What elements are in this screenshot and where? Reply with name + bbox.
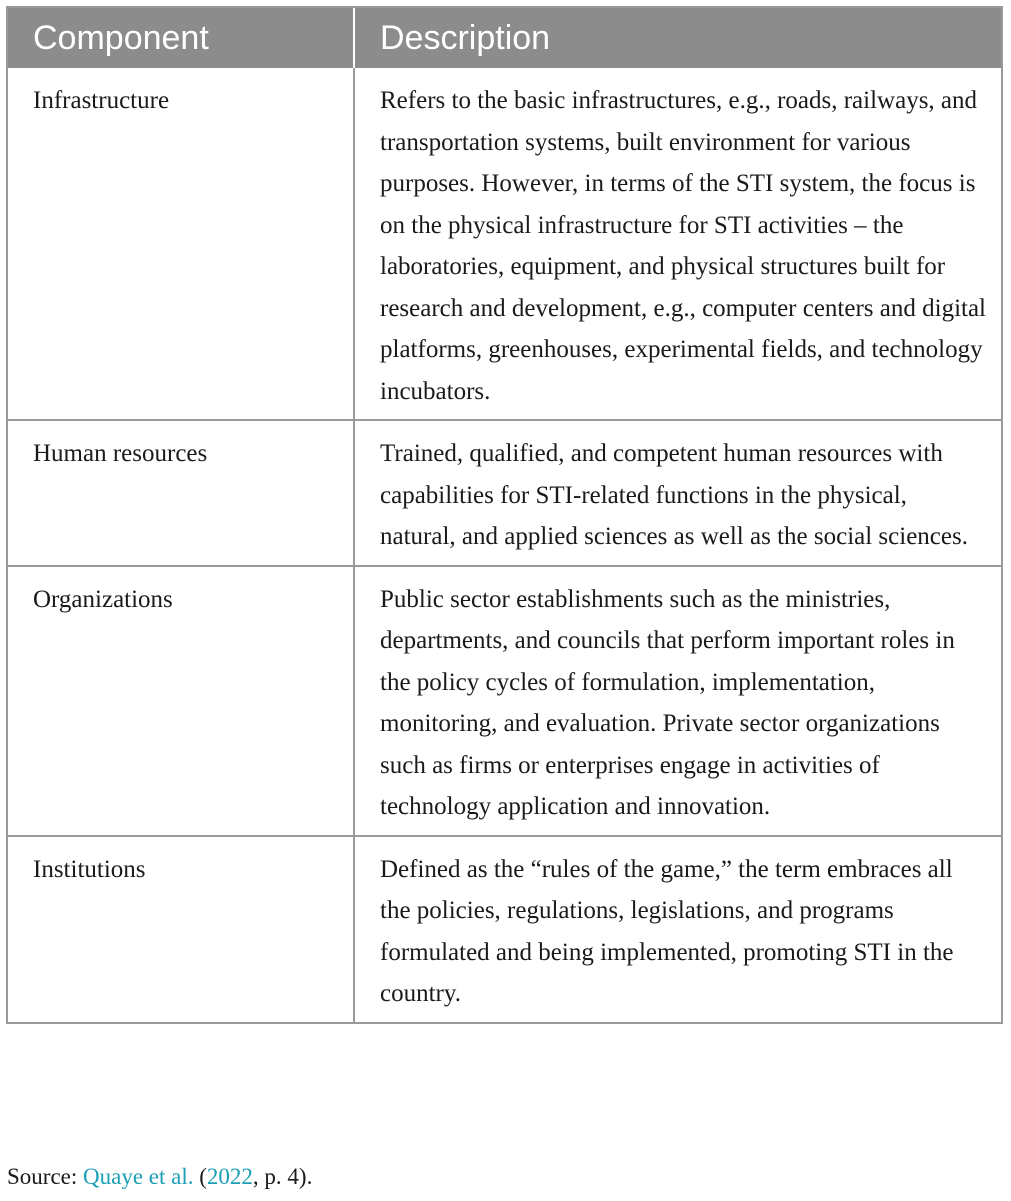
- source-open-paren: (: [193, 1164, 207, 1189]
- row-description: Defined as the “rules of the game,” the term embraces all the policies, regulations, legislations, and programs formulated and being implemented, promoting STI in the country.: [354, 836, 1001, 1022]
- source-suffix: , p. 4).: [252, 1164, 313, 1189]
- year-citation-link[interactable]: 2022: [206, 1164, 253, 1189]
- table-row: [8, 68, 1001, 420]
- header-row: [8, 8, 1001, 68]
- table-header: [8, 8, 1001, 68]
- header-description: Description: [354, 8, 1001, 68]
- table-body: [8, 68, 1001, 1022]
- row-component: Institutions: [8, 836, 354, 1022]
- table-row: [8, 566, 1001, 836]
- row-component: Infrastructure: [8, 68, 354, 420]
- author-citation-link[interactable]: Quaye et al.: [83, 1164, 194, 1189]
- source-note: [7, 1164, 312, 1190]
- table-row: [8, 836, 1001, 1022]
- row-description: Refers to the basic infrastructures, e.g., roads, railways, and transportation systems, built environment for various purposes. However, in terms of the STI system, the focus is on the physical infrastructure for STI activities – the laboratories, equipment, and physical structures built for research and development, e.g., computer centers and digital platforms, greenhouses, experimental fields, and technology incubators.: [380, 87, 987, 405]
- row-description: Public sector establishments such as the ministries, departments, and councils that perform important roles in the policy cycles of formulation, implementation, monitoring, and evaluation. Private sector organizations such as firms or enterprises engage in activities of technology application and innovation.: [354, 566, 1001, 836]
- table-row: [8, 420, 1001, 566]
- row-description: Trained, qualified, and competent human resources with capabilities for STI-related functions in the physical, natural, and applied sciences as well as the social sciences.: [354, 420, 1001, 566]
- table: [8, 8, 1001, 1022]
- source-prefix: Source:: [7, 1164, 84, 1189]
- row-component: Organizations: [8, 566, 354, 836]
- component-table: [6, 6, 1003, 1024]
- row-component: Human resources: [8, 420, 354, 566]
- header-component: Component: [8, 8, 354, 68]
